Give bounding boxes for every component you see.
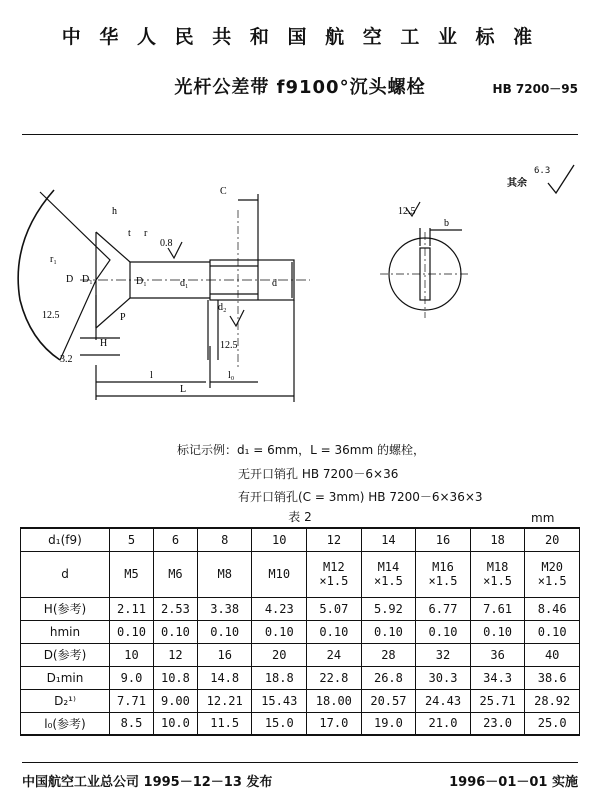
table-row	[21, 528, 580, 551]
standard-title: 光杆公差带 f9100°沉头螺栓	[174, 77, 426, 98]
table-cell: 0.10	[197, 620, 252, 643]
table-cell: 8	[197, 528, 252, 551]
table-cell: 0.10	[361, 620, 416, 643]
bolt-drawing	[0, 150, 600, 440]
row-label: D(参考)	[21, 643, 110, 666]
example-line-1: 标记示例：d₁ = 6mm，L = 36mm 的螺栓，	[177, 443, 425, 457]
dim-l: l	[150, 370, 153, 381]
row-label: D₁min	[21, 666, 110, 689]
dim-b: b	[444, 218, 449, 229]
table-cell: 20.57	[361, 689, 416, 712]
dim-d1-shank: D₁	[136, 276, 147, 287]
table-cell: 0.10	[252, 620, 307, 643]
table-caption: 表 2	[288, 510, 312, 524]
table-cell: M6	[153, 551, 197, 597]
standard-code: HB 7200－95	[492, 82, 578, 96]
table-cell: 4.23	[252, 597, 307, 620]
table-cell: 32	[416, 643, 471, 666]
dim-d: d	[272, 278, 277, 289]
table-cell: 7.71	[110, 689, 154, 712]
table-cell: 28	[361, 643, 416, 666]
table-cell: 38.6	[525, 666, 580, 689]
table-cell: M16 ×1.5	[416, 551, 471, 597]
table-cell: 9.0	[110, 666, 154, 689]
example-line-2: 无开口销孔 HB 7200－6×36	[238, 467, 399, 481]
table-cell: 7.61	[470, 597, 525, 620]
dim-d1: d₁	[180, 278, 189, 289]
table-cell: 17.0	[307, 712, 362, 735]
table-cell: 0.10	[525, 620, 580, 643]
table-cell: 14	[361, 528, 416, 551]
table-cell: 12	[307, 528, 362, 551]
row-label: H(参考)	[21, 597, 110, 620]
table-cell: 10.8	[153, 666, 197, 689]
table-cell: M18 ×1.5	[470, 551, 525, 597]
dim-t: t	[128, 228, 131, 239]
table-cell: 16	[197, 643, 252, 666]
table-cell: 0.10	[110, 620, 154, 643]
table-cell: 22.8	[307, 666, 362, 689]
row-label: D₂¹⁾	[21, 689, 110, 712]
rest-roughness-value: 6.3	[534, 166, 551, 176]
table-cell: 2.53	[153, 597, 197, 620]
issue-info: 中国航空工业总公司 1995－12－13 发布	[22, 775, 273, 790]
table-cell: M8	[197, 551, 252, 597]
table-cell: 16	[416, 528, 471, 551]
table-cell: 3.38	[197, 597, 252, 620]
table-cell: M5	[110, 551, 154, 597]
table-cell: 0.10	[416, 620, 471, 643]
table-cell: 14.8	[197, 666, 252, 689]
row-label: d	[21, 551, 110, 597]
table-row	[21, 597, 580, 620]
dim-d-head: D	[66, 274, 74, 285]
table-cell: 11.5	[197, 712, 252, 735]
table-cell: 18.8	[252, 666, 307, 689]
table-cell: M12 ×1.5	[307, 551, 362, 597]
table-cell: 24	[307, 643, 362, 666]
bottom-rule	[22, 762, 578, 763]
dim-l-total: L	[180, 384, 187, 395]
row-label: hmin	[21, 620, 110, 643]
table-cell: 20	[252, 643, 307, 666]
table-cell: 34.3	[470, 666, 525, 689]
table-cell: 10	[110, 643, 154, 666]
table-cell: 0.10	[307, 620, 362, 643]
table-cell: 0.10	[153, 620, 197, 643]
table-cell: M20 ×1.5	[525, 551, 580, 597]
dim-h-upper: H	[100, 338, 108, 349]
table-cell: 24.43	[416, 689, 471, 712]
table-cell: 25.71	[470, 689, 525, 712]
example-line-3: 有开口销孔(C = 3mm) HB 7200－6×36×3	[238, 490, 483, 504]
table-cell: 12	[153, 643, 197, 666]
table-cell: 40	[525, 643, 580, 666]
dim-d2: d₂	[218, 302, 227, 313]
table-cell: 8.46	[525, 597, 580, 620]
table-cell: 21.0	[416, 712, 471, 735]
table-cell: 25.0	[525, 712, 580, 735]
table-unit: mm	[531, 511, 555, 525]
rough-32: 3.2	[60, 354, 73, 365]
table-cell: 36	[470, 643, 525, 666]
dim-l0: l₀	[228, 370, 235, 381]
spec-table	[20, 527, 580, 736]
table-cell: 12.21	[197, 689, 252, 712]
table-cell: 30.3	[416, 666, 471, 689]
table-cell: 28.92	[525, 689, 580, 712]
table-cell: 10	[252, 528, 307, 551]
table-cell: 0.10	[470, 620, 525, 643]
rough-125-end: 12.5	[398, 206, 416, 217]
table-cell: 9.00	[153, 689, 197, 712]
table-cell: 10.0	[153, 712, 197, 735]
table-row	[21, 689, 580, 712]
table-cell: M14 ×1.5	[361, 551, 416, 597]
table-cell: 5.07	[307, 597, 362, 620]
table-cell: 2.11	[110, 597, 154, 620]
table-cell: 8.5	[110, 712, 154, 735]
dim-d1-head: D₁	[82, 274, 93, 285]
table-cell: 20	[525, 528, 580, 551]
table-cell: 23.0	[470, 712, 525, 735]
rough-125-head: 12.5	[42, 310, 60, 321]
top-rule	[22, 134, 578, 135]
rest-roughness-label: 其余	[507, 178, 527, 189]
row-label: d₁(f9)	[21, 528, 110, 551]
table-cell: 15.43	[252, 689, 307, 712]
dim-r1: r₁	[50, 254, 57, 265]
table-cell: 5	[110, 528, 154, 551]
rough-08: 0.8	[160, 238, 173, 249]
table-cell: 19.0	[361, 712, 416, 735]
rough-125-shank: 12.5	[220, 340, 238, 351]
dim-p: P	[120, 312, 126, 323]
table-row	[21, 666, 580, 689]
table-row	[21, 620, 580, 643]
table-cell: 5.92	[361, 597, 416, 620]
table-row	[21, 551, 580, 597]
dim-r: r	[144, 228, 148, 239]
table-cell: 6	[153, 528, 197, 551]
organization-title: 中 华 人 民 共 和 国 航 空 工 业 标 准	[61, 26, 539, 48]
table-cell: 6.77	[416, 597, 471, 620]
table-cell: 18.00	[307, 689, 362, 712]
implement-info: 1996－01－01 实施	[449, 775, 578, 790]
table-row	[21, 643, 580, 666]
table-cell: 18	[470, 528, 525, 551]
row-label: l₀(参考)	[21, 712, 110, 735]
dim-c: C	[220, 186, 227, 197]
table-row	[21, 712, 580, 735]
table-cell: 15.0	[252, 712, 307, 735]
table-cell: 26.8	[361, 666, 416, 689]
dim-h: h	[112, 206, 117, 217]
table-cell: M10	[252, 551, 307, 597]
